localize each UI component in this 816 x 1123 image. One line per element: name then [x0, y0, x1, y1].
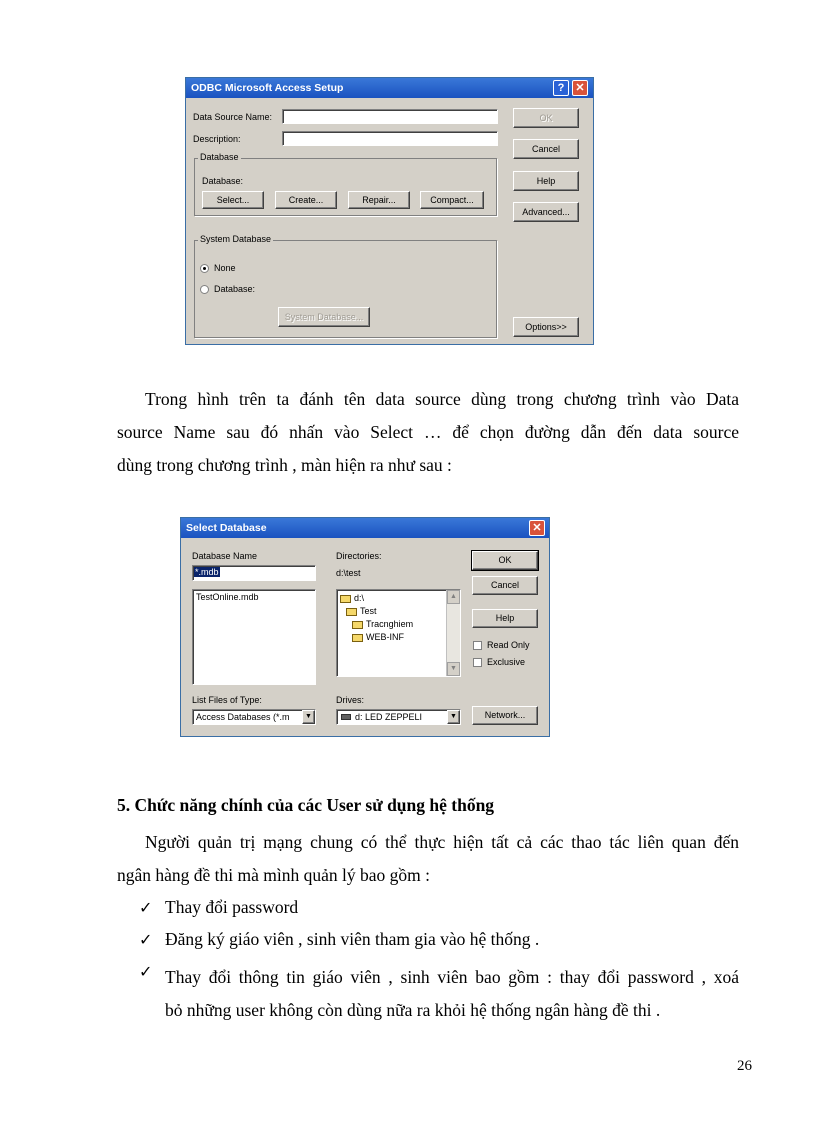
directory-scrollbar[interactable]: [446, 590, 460, 676]
current-directory: d:\test: [336, 568, 361, 578]
database-name-label: Database Name: [192, 551, 258, 561]
paragraph-1: [117, 383, 739, 482]
dir-item[interactable]: d:\: [340, 592, 457, 605]
drives-label: Drives:: [336, 695, 365, 705]
select-title: Select Database: [181, 518, 549, 538]
help-button[interactable]: Help: [472, 609, 538, 628]
directories-label: Directories:: [336, 551, 382, 561]
close-icon[interactable]: ✕: [529, 520, 545, 536]
file-item[interactable]: TestOnline.mdb: [196, 592, 259, 602]
database-name-value: *.mdb: [195, 567, 219, 577]
section-intro-line-2: ngân hàng đề thi mà mình quản lý bao gồm :: [117, 865, 431, 885]
create-button[interactable]: Create...: [275, 191, 337, 209]
section-intro: [117, 826, 739, 892]
database-group-label: Database: [200, 152, 239, 162]
checkmark-icon: ✓: [139, 962, 153, 981]
system-database-group-label: System Database: [200, 234, 272, 244]
database-name-input[interactable]: [192, 565, 316, 581]
radio-none-label: None: [214, 263, 236, 273]
dsn-input[interactable]: [282, 109, 498, 124]
directory-tree[interactable]: [336, 589, 461, 677]
ok-button[interactable]: OK: [513, 108, 579, 128]
select-database-dialog: [180, 517, 550, 737]
section-intro-line-1: Người quản trị mạng chung có thể thực hiện tất cả các thao tác liên quan đến: [145, 832, 739, 852]
folder-icon: [352, 634, 363, 642]
paragraph-1-line-3: dùng trong chương trình , màn hiện ra như sau :: [117, 455, 452, 475]
paragraph-1-line-1: Trong hình trên ta đánh tên data source dùng trong chương trình vào Data: [145, 389, 739, 409]
description-input[interactable]: [282, 131, 498, 146]
dir-item[interactable]: WEB-INF: [340, 631, 457, 644]
bullet-item: Thay đổi password: [165, 897, 299, 917]
system-database-button[interactable]: System Database...: [278, 307, 370, 327]
radio-database-label: Database:: [214, 284, 256, 294]
help-icon[interactable]: ?: [553, 80, 569, 96]
network-button[interactable]: Network...: [472, 706, 538, 725]
odbc-setup-dialog: [185, 77, 594, 345]
close-icon[interactable]: ✕: [572, 80, 588, 96]
scroll-down-icon[interactable]: ▼: [447, 662, 460, 676]
file-list[interactable]: [192, 589, 316, 685]
database-label: Database:: [202, 176, 244, 186]
folder-icon: [352, 621, 363, 629]
repair-button[interactable]: Repair...: [348, 191, 410, 209]
dropdown-arrow-icon[interactable]: ▼: [302, 710, 315, 724]
dir-item[interactable]: Tracnghiem: [340, 618, 457, 631]
help-button[interactable]: Help: [513, 171, 579, 191]
description-label: Description:: [193, 134, 241, 144]
cancel-button[interactable]: Cancel: [513, 139, 579, 159]
odbc-title: ODBC Microsoft Access Setup: [186, 78, 593, 98]
bullet-item-continuation: bỏ những user không còn dùng nữa ra khỏi hệ thống ngân hàng đề thi .: [165, 1000, 661, 1020]
drive-select[interactable]: d: LED ZEPPELI ▼: [336, 709, 461, 725]
compact-button[interactable]: Compact...: [420, 191, 484, 209]
select-button[interactable]: Select...: [202, 191, 264, 209]
bullet-item: Đăng ký giáo viên , sinh viên tham gia vào hệ thống .: [165, 929, 540, 949]
exclusive-label: Exclusive: [487, 657, 526, 667]
dsn-label: Data Source Name:: [193, 112, 273, 122]
read-only-label: Read Only: [487, 640, 530, 650]
open-folder-icon: [346, 608, 357, 616]
drive-icon: [341, 714, 351, 720]
file-type-select[interactable]: Access Databases (*.m ▼: [192, 709, 316, 725]
checkmark-icon: ✓: [139, 898, 153, 917]
checkmark-icon: ✓: [139, 930, 153, 949]
options-button[interactable]: Options>>: [513, 317, 579, 337]
section-heading: 5. Chức năng chính của các User sử dụng hệ thống: [117, 795, 495, 815]
paragraph-1-line-2: source Name sau đó nhấn vào Select … để chọn đường dẫn đến data source: [117, 422, 739, 442]
dropdown-arrow-icon[interactable]: ▼: [447, 710, 460, 724]
advanced-button[interactable]: Advanced...: [513, 202, 579, 222]
radio-none[interactable]: [200, 264, 209, 273]
dir-item[interactable]: Test: [340, 605, 457, 618]
exclusive-checkbox[interactable]: [473, 658, 482, 667]
radio-database[interactable]: [200, 285, 209, 294]
bullet-item: Thay đổi thông tin giáo viên , sinh viên bao gồm : thay đổi password , xoá bỏ những user không còn dùng nữa ra khỏi hệ thống ngân hàng đề thi .: [165, 961, 739, 1027]
cancel-button[interactable]: Cancel: [472, 576, 538, 595]
open-folder-icon: [340, 595, 351, 603]
page-number: 26: [737, 1058, 752, 1074]
scroll-up-icon[interactable]: ▲: [447, 590, 460, 604]
list-files-type-label: List Files of Type:: [192, 695, 262, 705]
ok-button[interactable]: OK: [472, 551, 538, 570]
read-only-checkbox[interactable]: [473, 641, 482, 650]
